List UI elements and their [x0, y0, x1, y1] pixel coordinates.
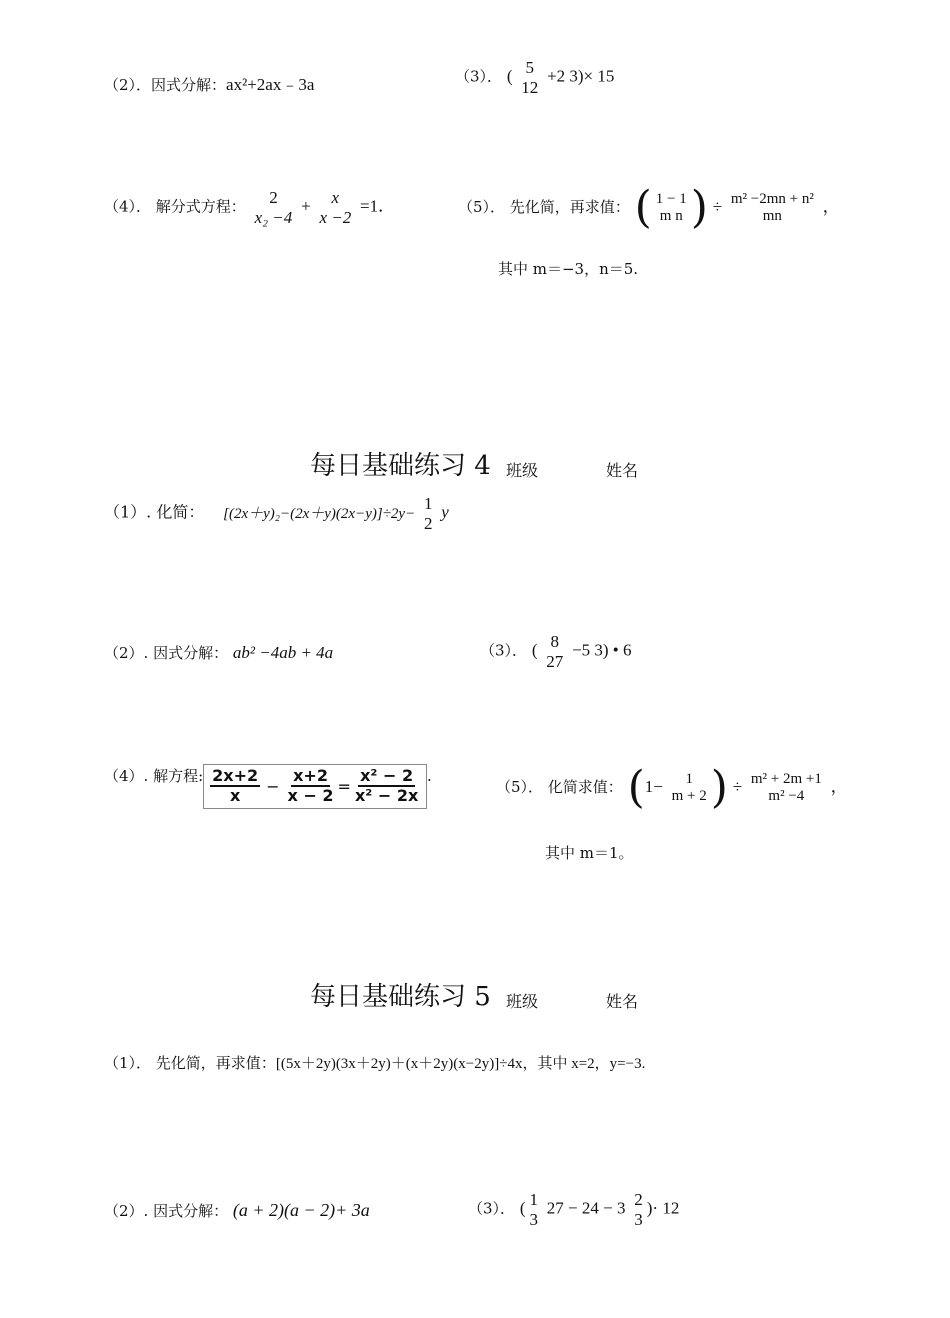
- b4-q4-f3-den: x² − 2x: [354, 786, 419, 806]
- b4-q4-equation-box: [203, 764, 427, 809]
- b3-q5-lparen: (: [634, 182, 652, 233]
- b4-title: 每日基础练习 4: [310, 451, 491, 481]
- b4-q3-den: 27: [546, 651, 564, 671]
- b4-q4-f2-num: x+2: [291, 767, 330, 787]
- b3-q4: [104, 188, 395, 227]
- b3-q2-expr: ax²+2ax﹣3a: [226, 75, 315, 94]
- b3-q3-label: （3）．: [455, 67, 503, 86]
- b3-q4-fraction-1: [253, 188, 295, 227]
- b4-q4-f1-den: x: [229, 786, 241, 806]
- b4-q1-f-num: 1: [424, 494, 433, 513]
- b5-q3-f1-den: 3: [529, 1209, 538, 1229]
- b4-q5-condition: 其中 m＝1。: [545, 844, 634, 862]
- b4-q5-rparen: ): [710, 762, 728, 813]
- b3-q5-div: ÷: [712, 197, 723, 216]
- b4-q2-expr: ab² −4ab + 4a: [232, 643, 334, 662]
- b3-q5-fraction-b: [729, 191, 816, 226]
- b3-q4-f1-den: x₂ −4: [254, 207, 293, 227]
- b4-q4-fraction-3: [353, 767, 420, 806]
- b3-q2: [104, 70, 314, 95]
- b4-q4-f1-num: 2x+2: [210, 767, 260, 787]
- b4-q4-dot: .: [427, 766, 432, 785]
- b4-q5-fraction-b: [749, 771, 824, 806]
- b5-q3-f2-num: 2: [634, 1190, 643, 1209]
- b3-q4-plus: +: [301, 196, 311, 216]
- b4-q1: [104, 494, 449, 533]
- b4-q3-label: （3）．: [480, 641, 528, 660]
- b4-q3: [480, 632, 632, 671]
- b3-q5-comma: ，: [822, 197, 840, 216]
- b3-q5-fraction-a: [654, 191, 689, 226]
- b4-q5-lparen: (: [627, 762, 645, 813]
- b4-q5-comma: ，: [830, 777, 848, 796]
- b5-q2: [104, 1200, 370, 1221]
- b4-q5-a-num: 1: [685, 770, 693, 787]
- b4-q5-label: （5）． 化简求值：: [496, 778, 623, 796]
- b3-q2-label: （2）．因式分解：: [104, 76, 227, 94]
- b5-q1: [104, 1052, 645, 1073]
- b4-q4-f3-num: x² − 2: [358, 767, 415, 787]
- b4-q4-fraction-2: [286, 767, 336, 806]
- b3-q5-condition: 其中 m＝−3，n＝5.: [498, 260, 639, 278]
- b5-q1-label: （1）． 先化简，再求值：: [104, 1054, 276, 1072]
- b4-q2: [104, 642, 333, 663]
- b4-q1-expr: [(2x＋y)₂−(2x＋y)(2x−y)]÷2y−: [223, 505, 416, 522]
- b4-class-label: 班级: [506, 461, 539, 480]
- b5-class-label: 班级: [506, 992, 539, 1011]
- b3-q5-b-num: m² −2mn + n²: [730, 190, 814, 207]
- b4-q3-open: (: [531, 640, 538, 660]
- b5-q3-mid: 27 − 24 − 3: [546, 1198, 626, 1218]
- b4-q4-minus: −: [266, 776, 280, 796]
- b4-q3-fraction: [544, 632, 565, 671]
- b3-q5-rparen: ): [690, 182, 708, 233]
- b5-title: 每日基础练习 5: [310, 982, 491, 1012]
- b4-q4-label: （4）. 解方程:: [104, 767, 204, 785]
- b3-q4-f1-num: 2: [269, 188, 278, 207]
- b5-q2-label: （2）. 因式分解：: [104, 1202, 229, 1220]
- b4-q2-label: （2）. 因式分解：: [104, 644, 229, 662]
- b4-name-label: 姓名: [606, 461, 639, 480]
- b4-q5-a-den: m + 2: [671, 788, 707, 804]
- b4-q3-rest: −5 3) • 6: [572, 640, 632, 660]
- b3-q4-fraction-2: [317, 188, 353, 227]
- b4-q3-num: 8: [550, 632, 560, 651]
- b4-q5-b-num: m² + 2m +1: [750, 770, 822, 787]
- b4-q5: [496, 762, 848, 813]
- b4-q4: [104, 764, 432, 809]
- b4-q5-b-den: m² −4: [768, 788, 805, 804]
- b5-q3-f1-num: 1: [529, 1190, 538, 1209]
- b3-q3-den: 12: [521, 77, 539, 97]
- b4-q5-div: ÷: [732, 777, 743, 796]
- b3-q3-open: (: [506, 66, 513, 86]
- b3-q3-num: 5: [525, 58, 535, 77]
- b4-q1-f-den: 2: [424, 513, 433, 533]
- b4-q1-tail: y: [441, 502, 449, 522]
- b5-q3-fraction-2: [632, 1190, 645, 1229]
- b3-q5-a-num: 1 − 1: [655, 190, 687, 207]
- b5-q2-expr: (a + 2)(a − 2)+ 3a: [232, 1200, 370, 1220]
- b4-q4-fraction-1: [210, 767, 260, 806]
- b4-q1-fraction: [422, 494, 435, 533]
- b5-q3-open: (: [519, 1198, 526, 1218]
- b3-q5-b-den: mn: [762, 208, 782, 224]
- b3-q3: [455, 58, 614, 97]
- b4-q4-eq: =: [337, 776, 351, 796]
- b4-q5-open: 1−: [644, 777, 663, 796]
- b5-q3-f2-den: 3: [634, 1209, 643, 1229]
- b4-q4-f2-den: x − 2: [287, 786, 334, 806]
- b4-q1-label: （1）. 化简：: [104, 502, 205, 522]
- b4-header: [310, 445, 491, 482]
- b5-name-label: 姓名: [606, 992, 639, 1011]
- b5-q3: [468, 1190, 679, 1229]
- b5-q3-label: （3）．: [468, 1199, 516, 1218]
- b5-q3-fraction-1: [528, 1190, 541, 1229]
- b5-q1-expr: [(5x＋2y)(3x＋2y)＋(x＋2y)(x−2y)]÷4x，其中 x=2，y=−3.: [275, 1056, 646, 1072]
- b5-header: [310, 976, 491, 1013]
- b3-q4-label: （4）． 解分式方程：: [104, 197, 246, 216]
- b3-q4-f2-den: x −2: [319, 207, 352, 227]
- b4-q5-fraction-a: [670, 771, 709, 806]
- b3-q3-rest: +2 3)× 15: [547, 66, 615, 86]
- b3-q5-a-den: m n: [659, 208, 683, 224]
- b3-q5: [458, 182, 840, 233]
- b3-q3-fraction: [519, 58, 540, 97]
- b3-q4-f2-num: x: [331, 188, 340, 207]
- b3-q4-eq: =1．: [360, 196, 396, 216]
- b3-q5-label: （5）． 先化简，再求值：: [458, 198, 630, 216]
- b5-q3-rest: )· 12: [646, 1198, 680, 1218]
